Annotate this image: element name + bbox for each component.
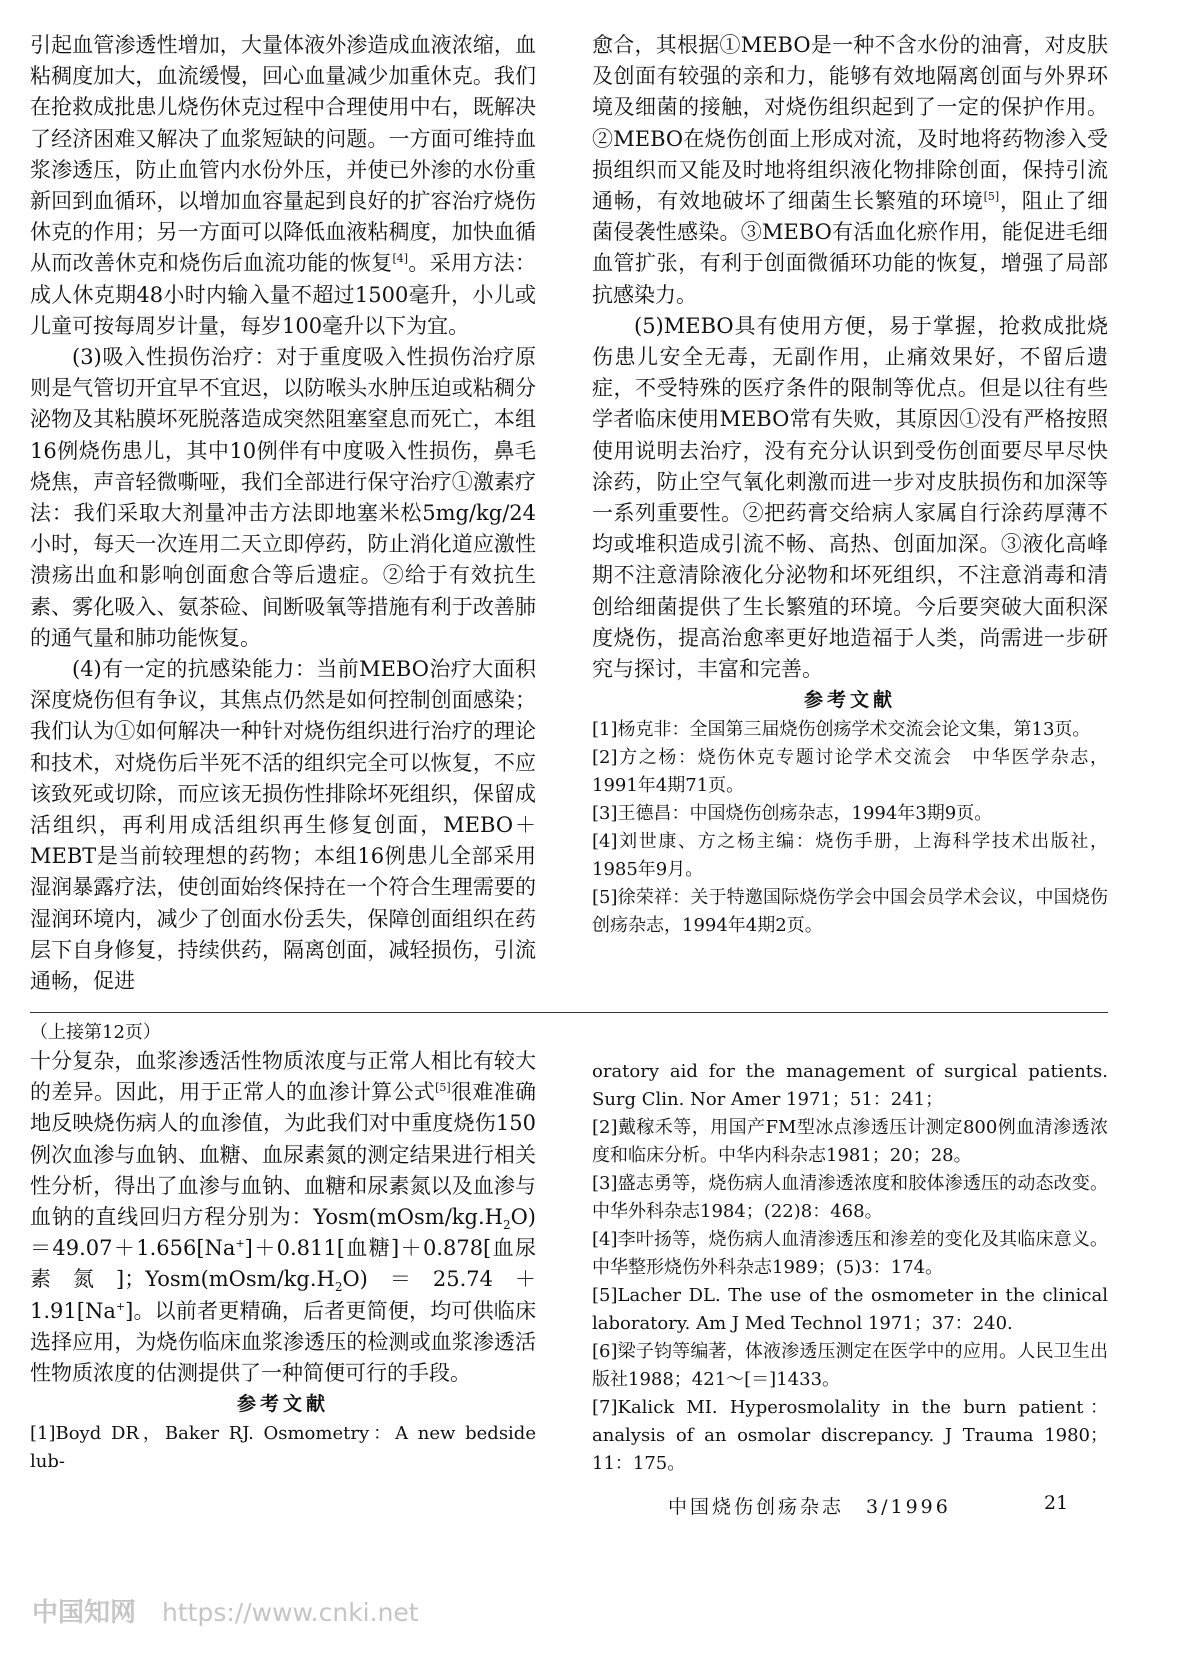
reference-item: [5]徐荣祥：关于特邀国际烧伤学会中国会员学术会议，中国烧伤创疡杂志，1994年4期2页。	[592, 887, 1108, 937]
citation-marker: [5]	[983, 190, 1000, 204]
reference-item: [1]Boyd DR，Baker RJ. Osmometry：A new bedside lub-	[30, 1423, 536, 1473]
article-column-top-right	[592, 30, 1108, 940]
journal-footer: 中国烧伤创疡杂志 3/1996	[668, 1496, 951, 1518]
body-paragraph: 引起血管渗透性增加，大量体液外渗造成血液浓缩，血粘稠度加大，血流缓慢，回心血量减少加重休克。我们在抢救成批患儿烧伤休克过程中合理使用中右，既解决了经济困难又解决了血浆短缺的问题。一方面可维持血浆渗透压，防止血管内水份外压，并使已外渗的水份重新回到血循环，以增加血容量起到良好的扩容治疗烧伤休克的作用；另一方面可以降低血液粘稠度，加快血循从而改善休克和烧伤后血流功能的恢复[4]。采用方法：成人休克期48小时内输入量不超过1500毫升，小儿或儿童可按每周岁计量，每岁100毫升以下为宜。	[30, 33, 537, 338]
watermark-brand: 中国知网	[32, 1598, 137, 1628]
citation-marker: [4]	[392, 252, 409, 266]
reference-item: [2]戴稼禾等，用国产FM型冰点渗透压计测定800例血清渗透浓度和临床分析。中华内科杂志1981；20；28。	[592, 1117, 1108, 1166]
section-divider	[30, 1012, 1108, 1013]
references-heading: 参考文献	[803, 689, 896, 712]
reference-item: [3]王德昌：中国烧伤创疡杂志，1994年3期9页。	[592, 803, 993, 825]
body-paragraph: (3)吸入性损伤治疗：对于重度吸入性损伤治疗原则是气管切开宜早不宜迟，以防喉头水肿压迫或粘稠分泌物及其粘膜坏死脱落造成突然阻塞窒息而死亡，本组16例烧伤患儿，其中10例伴有中度吸入性损伤，鼻毛烧焦，声音轻微嘶哑，我们全部进行保守治疗①激素疗法：我们采取大剂量冲击方法即地塞米松5mg/kg/24小时，每天一次连用二天立即停药，防止消化道应激性溃疡出血和影响创面愈合等后遗症。②给于有效抗生素、雾化吸入、氨茶硷、间断吸氧等措施有利于改善肺的通气量和肺功能恢复。	[30, 345, 536, 650]
page-number: 21	[1044, 1492, 1069, 1514]
body-paragraph: 十分复杂，血浆渗透活性物质浓度与正常人相比有较大的差异。因此，用于正常人的血渗计算公式[5]很难准确地反映烧伤病人的血渗值，为此我们对中重度烧伤150例次血渗与血钠、血糖、血尿素氮的测定结果进行相关性分析，得出了血渗与血钠、血糖和尿素氮以及血渗与血钠的直线回归方程分别为：$Yosm(mOsm/kg.H_2O)=49.07+1.656[Na^+]+0.811$[血糖]＋0.878[血尿素氮]；$Yosm(mOsm/kg.H_2O)=25.74+1.91[Na^+]$。以前者更精确，后者更简便，均可供临床选择应用，为烧伤临床血浆渗透压的检测或血浆渗透活性物质浓度的估测提供了一种简便可行的手段。	[30, 1049, 537, 1386]
reference-item: [4]李叶扬等，烧伤病人血清渗透压和渗差的变化及其临床意义。中华整形烧伤外科杂志1989；(5)3：174。	[592, 1229, 1108, 1278]
body-paragraph: (4)有一定的抗感染能力：当前MEBO治疗大面积深度烧伤但有争议，其焦点仍然是如何控制创面感染；我们认为①如何解决一种针对烧伤组织进行治疗的理论和技术，对烧伤后半死不活的组织完全可以恢复，不应该致死或切除，而应该无损伤性排除坏死组织，保留成活组织，再利用成活组织再生修复创面，MEBO＋MEBT是当前较理想的药物；本组16例患儿全部采用湿润暴露疗法，使创面始终保持在一个符合生理需要的湿润环境内，减少了创面水份丢失，保障创面组织在药层下自身修复，持续供药，隔离创面，减轻损伤，引流通畅，促进	[30, 657, 536, 994]
article-column-bottom-left	[30, 1046, 536, 1476]
reference-item: [3]盛志勇等，烧伤病人血清渗透浓度和胶体渗透压的动态改变。中华外科杂志1984；(22)8：468。	[592, 1173, 1108, 1222]
reference-item: [6]梁子钧等编著，体液渗透压测定在医学中的应用。人民卫生出版社1988；421～[＝]1433。	[592, 1341, 1108, 1390]
cnki-watermark	[32, 1592, 419, 1629]
body-paragraph: (5)MEBO具有使用方便，易于掌握，抢救成批烧伤患儿安全无毒，无副作用，止痛效果好，不留后遗症，不受特殊的医疗条件的限制等优点。但是以往有些学者临床使用MEBO常有失败，其原因①没有严格按照使用说明去治疗，没有充分认识到受伤创面要尽早尽快涂药，防止空气氧化刺激而进一步对皮肤损伤和加深等一系列重要性。②把药膏交给病人家属自行涂药厚薄不均或堆积造成引流不畅、高热、创面加深。③液化高峰期不注意清除液化分泌物和坏死组织，不注意消毒和清创给细菌提供了生长繁殖的环境。今后要突破大面积深度烧伤，提高治愈率更好地造福于人类，尚需进一步研究与探讨，丰富和完善。	[592, 313, 1108, 682]
article-column-bottom-right	[592, 1058, 1108, 1478]
reference-item: [7]Kalick MI. Hyperosmolality in the burn patient：analysis of an osmolar discrepancy. J Trauma 1980；11：175。	[592, 1397, 1108, 1474]
reference-item: [1]杨克非：全国第三届烧伤创疡学术交流会论文集，第13页。	[592, 719, 1091, 741]
citation-marker: [5]	[435, 1081, 451, 1095]
article-column-top-left	[30, 30, 536, 997]
continuation-note: （上接第12页）	[30, 1022, 161, 1043]
reference-item: [5]Lacher DL. The use of the osmometer in the clinical laboratory. Am J Med Technol 1971；37：240.	[592, 1285, 1108, 1334]
reference-item: [4]刘世康、方之杨主编：烧伤手册，上海科学技术出版社，1985年9月。	[592, 831, 1108, 881]
body-paragraph: 愈合，其根据①MEBO是一种不含水份的油膏，对皮肤及创面有较强的亲和力，能够有效地隔离创面与外界环境及细菌的接触，对烧伤组织起到了一定的保护作用。②MEBO在烧伤创面上形成对流，及时地将药物渗入受损组织而又能及时地将组织液化物排除创面，保持引流通畅，有效地破坏了细菌生长繁殖的环境[5]，阻止了细菌侵袭性感染。③MEBO有活血化瘀作用，能促进毛细血管扩张，有利于创面微循环功能的恢复，增强了局部抗感染力。	[592, 33, 1109, 307]
references-heading: 参考文献	[236, 1393, 329, 1416]
reference-item: [2]方之杨：烧伤休克专题讨论学术交流会 中华医学杂志，1991年4期71页。	[592, 747, 1108, 797]
reference-item: oratory aid for the management of surgical patients. Surg Clin. Nor Amer 1971；51：241；	[592, 1061, 1108, 1110]
watermark-url[interactable]: https://www.cnki.net	[162, 1598, 419, 1627]
